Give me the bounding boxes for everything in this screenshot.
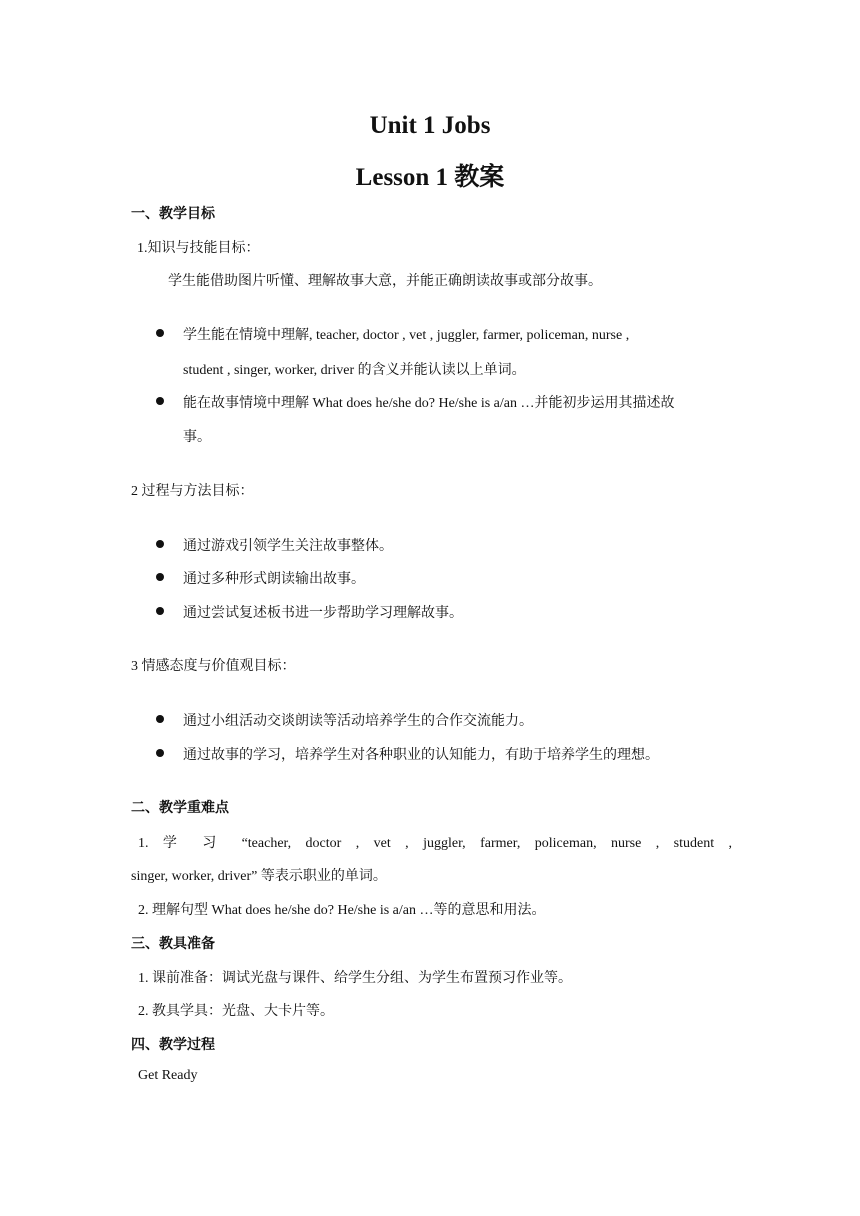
list-item: 通过游戏引领学生关注故事整体。 (183, 539, 393, 554)
material-item-2: 2. 教具学具：光盘、大卡片等。 (138, 1004, 334, 1019)
list-item-line: 事。 (183, 430, 211, 445)
process-method-label: 2 过程与方法目标： (131, 484, 254, 499)
doc-subtitle: Lesson 1 教案 (355, 164, 505, 191)
section-heading-process: 四、教学过程 (131, 1038, 215, 1053)
list-item: 通过故事的学习，培养学生对各种职业的认知能力，有助于培养学生的理想。 (183, 748, 659, 763)
material-item-1: 1. 课前准备：调试光盘与课件、给学生分组、为学生布置预习作业等。 (138, 971, 572, 986)
bullet-dot (156, 329, 164, 337)
list-item: 通过多种形式朗读输出故事。 (183, 572, 365, 587)
list-item-line: 学生能在情境中理解, teacher, doctor , vet , juggler, farmer, policeman, nurse , (183, 328, 630, 343)
doc-title: Unit 1 Jobs (369, 112, 491, 139)
section-heading-key-points: 二、教学重难点 (131, 801, 229, 816)
knowledge-skill-label: 1.知识与技能目标： (137, 241, 260, 256)
bullet-dot (156, 397, 164, 405)
list-item: 通过尝试复述板书进一步帮助学习理解故事。 (183, 606, 463, 621)
bullet-dot (156, 607, 164, 615)
key-point-1-line2: singer, worker, driver” 等表示职业的单词。 (131, 869, 387, 884)
key-point-2: 2. 理解句型 What does he/she do? He/she is a/an …等的意思和用法。 (138, 903, 546, 918)
key-point-1-line1: 1. 学 习 “teacher, doctor , vet , juggler, farmer, policeman, nurse , student , (138, 836, 732, 851)
list-item: 通过小组活动交谈朗读等活动培养学生的合作交流能力。 (183, 714, 533, 729)
section-heading-objectives: 一、教学目标 (131, 207, 215, 222)
process-item-get-ready: Get Ready (138, 1068, 198, 1083)
list-item-line: 能在故事情境中理解 What does he/she do? He/she is a/an …并能初步运用其描述故 (183, 396, 675, 411)
list-item-line: student , singer, worker, driver 的含义并能认读以上单词。 (183, 363, 526, 378)
bullet-dot (156, 715, 164, 723)
bullet-dot (156, 540, 164, 548)
section-heading-materials: 三、教具准备 (131, 937, 215, 952)
emotion-values-label: 3 情感态度与价值观目标： (131, 659, 296, 674)
bullet-dot (156, 573, 164, 581)
bullet-dot (156, 749, 164, 757)
knowledge-skill-intro: 学生能借助图片听懂、理解故事大意，并能正确朗读故事或部分故事。 (168, 274, 602, 289)
